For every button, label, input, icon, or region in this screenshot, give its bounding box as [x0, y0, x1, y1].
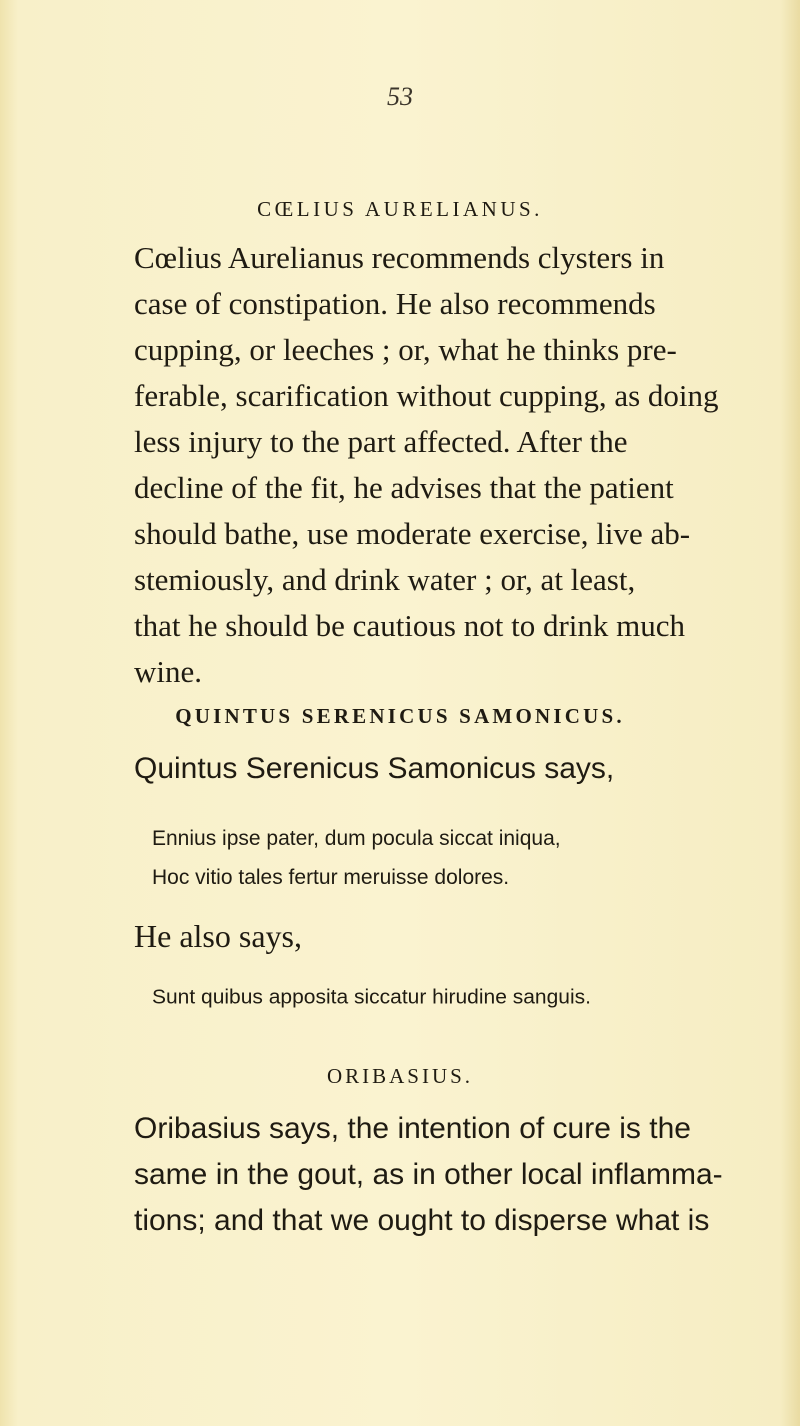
text-line: ferable, scarification without cupping, as doing [134, 378, 719, 413]
text-line: wine. [134, 654, 203, 689]
verse-line: Sunt quibus apposita siccatur hirudine sanguis. [152, 986, 591, 1009]
text-line: Oribasius says, the intention of cure is the [134, 1112, 691, 1145]
text-line: should bathe, use moderate exercise, live ab- [134, 516, 691, 551]
intro-line: He also says, [134, 918, 302, 954]
text-line: cupping, or leeches ; or, what he thinks pre- [134, 332, 677, 367]
page-number: 53 [387, 82, 413, 111]
intro-line: Quintus Serenicus Samonicus says, [134, 752, 615, 785]
text-line: case of constipation. He also recommends [134, 286, 656, 321]
text-line: stemiously, and drink water ; or, at least, [134, 562, 636, 597]
verse-line: Ennius ipse pater, dum pocula siccat iniqua, [152, 827, 561, 850]
section-heading-oribasius: ORIBASIUS. [326, 1064, 474, 1088]
verse-line: Hoc vitio tales fertur meruisse dolores. [152, 866, 510, 889]
text-line: that he should be cautious not to drink much [134, 608, 686, 643]
text-line: Cœlius Aurelianus recommends clysters in [134, 240, 665, 275]
section-heading-quintus: QUINTUS SERENICUS SAMONICUS. [175, 704, 625, 728]
text-line: same in the gout, as in other local inflamma- [134, 1158, 723, 1191]
text-line: tions; and that we ought to disperse what is [134, 1204, 710, 1237]
section-heading-coelius: CŒLIUS AURELIANUS. [257, 197, 543, 221]
text-line: decline of the fit, he advises that the patient [134, 470, 674, 505]
text-line: less injury to the part affected. After the [134, 424, 628, 459]
